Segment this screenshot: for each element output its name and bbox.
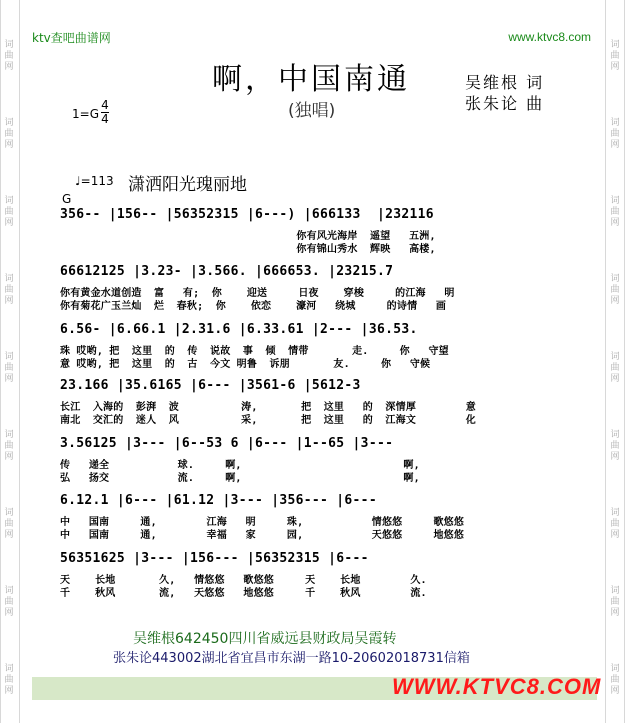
watermark-text: 词 曲 网 [610, 274, 620, 306]
key-signature: 1=G [72, 107, 99, 121]
lyric-line: 传 递全 球. 啊, 啊, [60, 460, 420, 471]
lyric-line: 你有黄金水道创造 富 有; 你 迎送 日夜 穿梭 的江海 明 [60, 288, 455, 299]
notation-line: 6.56- |6.66.1 |2.31.6 |6.33.61 |2--- |36.53. [60, 322, 418, 337]
lyric-line: 珠 哎哟, 把 这里 的 传 说故 事 倾 情带 走. 你 守望 [60, 346, 449, 357]
watermark-text: 词 曲 网 [4, 274, 14, 306]
site-logo[interactable]: WWW.KTVC8.COM [392, 674, 602, 699]
watermark-text: 词 曲 网 [610, 118, 620, 150]
lyric-line: 弘 扬交 流. 啊, 啊, [60, 473, 420, 484]
watermark-text: 词 曲 网 [610, 586, 620, 618]
tempo-expression: 潇洒阳光瑰丽地 [128, 175, 247, 195]
chord-symbol: G [62, 192, 72, 206]
time-bottom: 4 [101, 112, 109, 126]
watermark-text: 词 曲 网 [610, 40, 620, 72]
lyric-line: 南北 交汇的 迷人 风 采, 把 这里 的 江海文 化 [60, 415, 476, 426]
watermark-text: 词 曲 网 [4, 508, 14, 540]
composer-credit: 张朱论 曲 [465, 94, 545, 113]
lyric-line: 天 长地 久, 情悠悠 歌悠悠 天 长地 久. [60, 575, 427, 586]
notation-line: 23.166 |35.6165 |6--- |3561-6 |5612-3 [60, 378, 361, 393]
notation-line: 356-- |156-- |56352315 |6---) |666133 |232116 [60, 207, 434, 222]
lyric-line: 你有锦山秀水 辉映 高楼, [60, 244, 436, 255]
notation-line: 66612125 |3.23- |3.566. |666653. |23215.7 [60, 264, 394, 279]
notation-line: 56351625 |3--- |156--- |56352315 |6--- [60, 551, 369, 566]
watermark-text: 词 曲 网 [4, 430, 14, 462]
lyric-line: 你有风光海岸 遥望 五洲, [60, 231, 436, 242]
site-name[interactable]: ktv查吧曲谱网 [32, 31, 111, 45]
lyric-line: 中 国南 通, 江海 明 珠, 情悠悠 歌悠悠 [60, 517, 465, 528]
lyric-line: 意 哎哟, 把 这里 的 古 今文 明鲁 诉朋 友. 你 守候 [60, 359, 431, 370]
watermark-text: 词 曲 网 [610, 352, 620, 384]
notation-line: 6.12.1 |6--- |61.12 |3--- |356--- |6--- [60, 493, 377, 508]
song-subtitle: (独唱) [288, 101, 336, 121]
watermark-text: 词 曲 网 [610, 508, 620, 540]
lyricist-credit: 吴维根 词 [465, 73, 545, 92]
time-signature [101, 99, 109, 126]
lyric-line: 长江 入海的 彭湃 波 涛, 把 这里 的 深情厚 意 [60, 402, 476, 413]
watermark-text: 词 曲 网 [4, 40, 14, 72]
watermark-text: 词 曲 网 [4, 118, 14, 150]
watermark-text: 词 曲 网 [4, 586, 14, 618]
site-url[interactable]: www.ktvc8.com [508, 30, 591, 44]
tempo-mark: ♩=113 [75, 174, 114, 188]
watermark-text: 词 曲 网 [4, 352, 14, 384]
lyricist-address: 吴维根642450四川省威远县财政局吴霞转 [133, 631, 397, 647]
notation-line: 3.56125 |3--- |6--53 6 |6--- |1--65 |3--- [60, 436, 394, 451]
time-top: 4 [101, 98, 109, 112]
lyric-line: 你有菊花广玉兰灿 烂 春秋; 你 依恋 濠河 绕城 的诗情 画 [60, 301, 447, 312]
watermark-text: 词 曲 网 [610, 196, 620, 228]
watermark-text: 词 曲 网 [610, 664, 620, 696]
watermark-text: 词 曲 网 [4, 196, 14, 228]
composer-address: 张朱论443002湖北省宜昌市东湖一路10-20602018731信箱 [113, 651, 470, 666]
watermark-text: 词 曲 网 [610, 430, 620, 462]
lyric-line: 中 国南 通, 幸福 家 园, 天悠悠 地悠悠 [60, 530, 465, 541]
lyric-line: 千 秋风 流, 天悠悠 地悠悠 千 秋风 流. [60, 588, 427, 599]
song-title: 啊，中国南通 [212, 62, 410, 97]
watermark-text: 词 曲 网 [4, 664, 14, 696]
